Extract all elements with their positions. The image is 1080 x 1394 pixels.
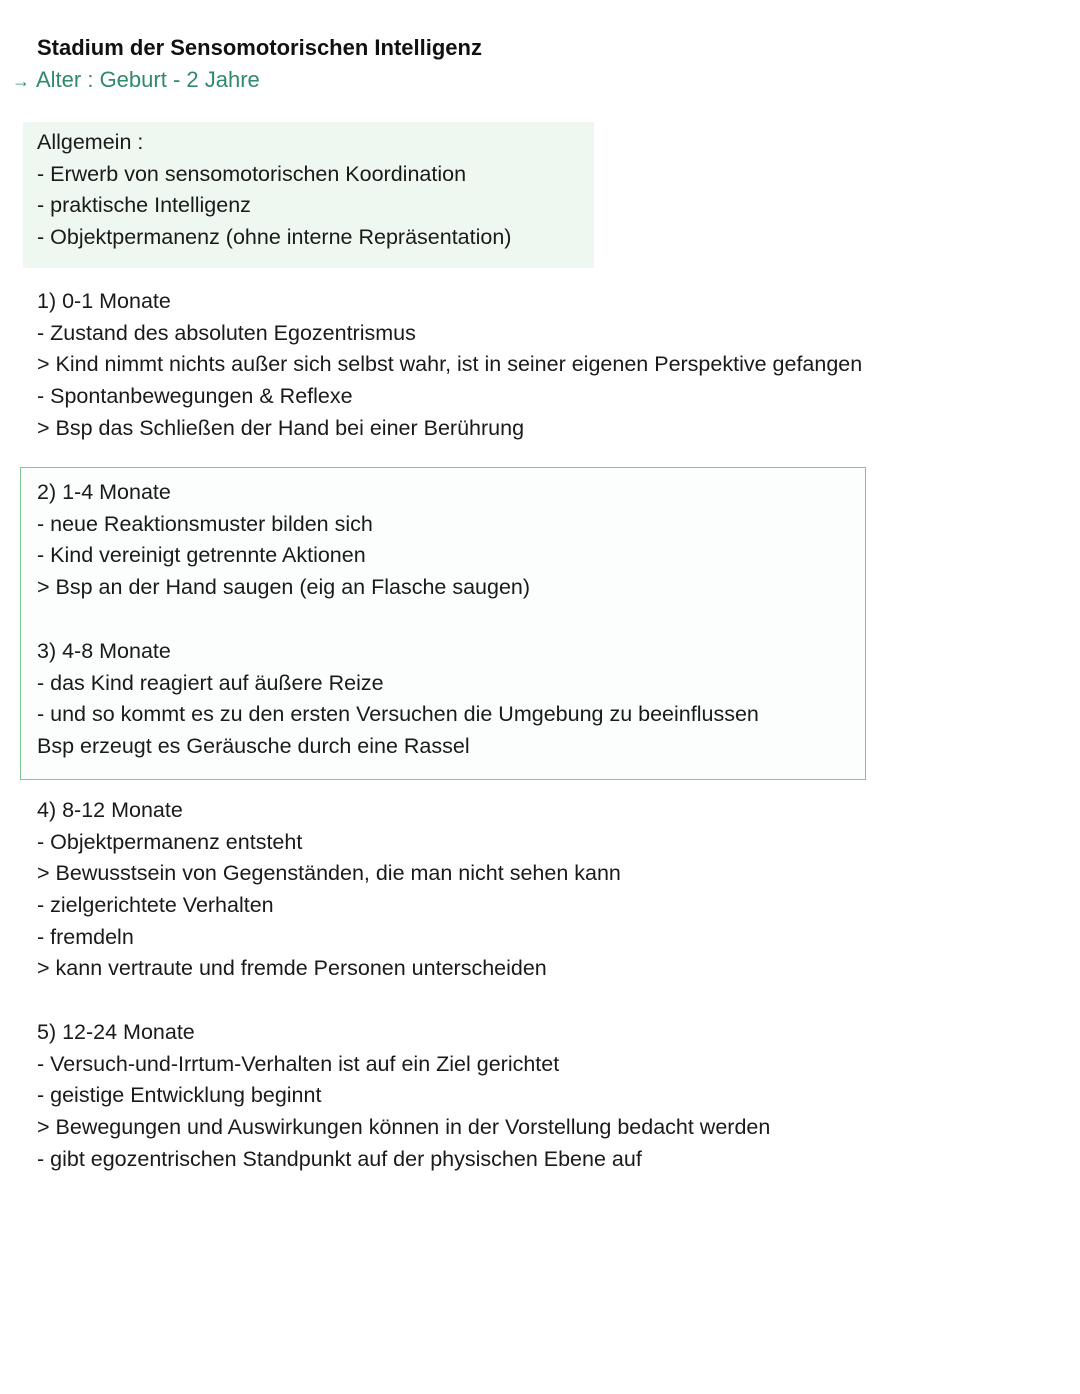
- stage-line: - zielgerichtete Verhalten: [37, 893, 274, 918]
- stage-line: - gibt egozentrischen Standpunkt auf der physischen Ebene auf: [37, 1146, 642, 1171]
- stage-line: - Spontanbewegungen & Reflexe: [37, 384, 353, 409]
- stage-line: > Kind nimmt nichts außer sich selbst wahr, ist in seiner eigenen Perspektive gefangen: [37, 352, 863, 377]
- stage-3: [37, 636, 759, 763]
- stage-heading: 1) 0-1 Monate: [37, 289, 171, 313]
- stage-line: > Bewegungen und Auswirkungen können in der Vorstellung bedacht werden: [37, 1115, 771, 1140]
- arrow-right-icon: →: [12, 71, 30, 91]
- stage-line: > kann vertraute und fremde Personen unterscheiden: [37, 956, 547, 981]
- stage-line: - Versuch-und-Irrtum-Verhalten ist auf ein Ziel gerichtet: [37, 1051, 560, 1076]
- stage-heading: 4) 8-12 Monate: [37, 798, 183, 822]
- stage-line: > Bewusstsein von Gegenständen, die man nicht sehen kann: [37, 861, 621, 886]
- general-section: [37, 127, 511, 254]
- general-line: - Erwerb von sensomotorischen Koordination: [37, 161, 467, 186]
- general-line: - Objektpermanenz (ohne interne Repräsentation): [37, 225, 512, 250]
- stage-line: Bsp erzeugt es Geräusche durch eine Rassel: [37, 734, 470, 759]
- stage-line: - Objektpermanenz entsteht: [37, 829, 303, 854]
- stage-5: [37, 1017, 770, 1175]
- stage-line: - Kind vereinigt getrennte Aktionen: [37, 543, 366, 568]
- stage-heading: 5) 12-24 Monate: [37, 1020, 195, 1044]
- stage-line: > Bsp das Schließen der Hand bei einer Berührung: [37, 415, 525, 440]
- page-title: Stadium der Sensomotorischen Intelligenz: [37, 35, 482, 60]
- stage-heading: 2) 1-4 Monate: [37, 480, 171, 504]
- stage-line: - fremdeln: [37, 924, 134, 949]
- general-heading: Allgemein :: [37, 130, 144, 154]
- stage-line: - das Kind reagiert auf äußere Reize: [37, 670, 384, 695]
- age-text: Alter : Geburt - 2 Jahre: [36, 67, 260, 92]
- stage-line: - Zustand des absoluten Egozentrismus: [37, 320, 416, 345]
- stage-line: > Bsp an der Hand saugen (eig an Flasche saugen): [37, 575, 531, 600]
- age-subtitle: [12, 64, 260, 97]
- stage-4: [37, 795, 621, 985]
- stage-line: - geistige Entwicklung beginnt: [37, 1083, 322, 1108]
- stage-1: [37, 286, 862, 444]
- stage-line: - und so kommt es zu den ersten Versuchen die Umgebung zu beeinflussen: [37, 702, 759, 727]
- stage-2: [37, 477, 530, 604]
- stage-heading: 3) 4-8 Monate: [37, 639, 171, 663]
- general-line: - praktische Intelligenz: [37, 193, 251, 218]
- stage-line: - neue Reaktionsmuster bilden sich: [37, 511, 373, 536]
